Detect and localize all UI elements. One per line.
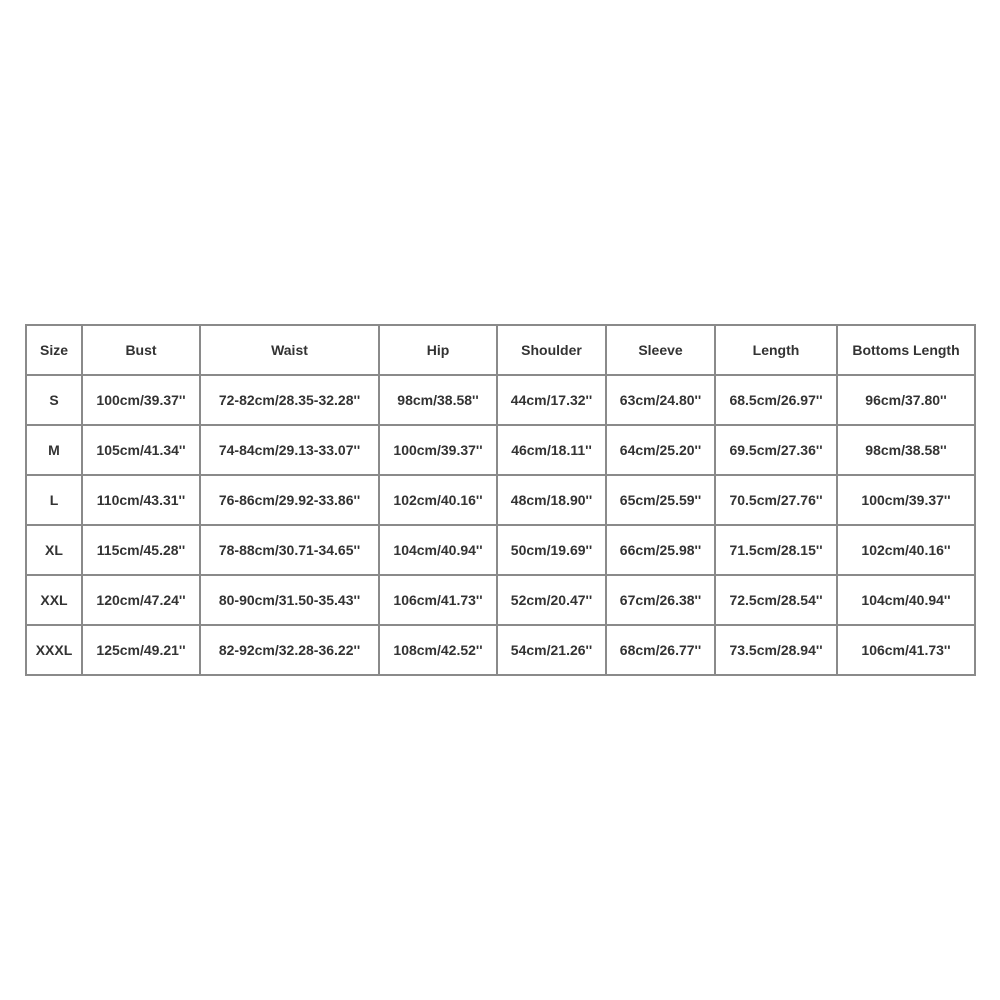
header-waist: Waist bbox=[200, 325, 379, 375]
cell-shoulder: 54cm/21.26'' bbox=[497, 625, 606, 675]
cell-bottoms-length: 104cm/40.94'' bbox=[837, 575, 975, 625]
cell-waist: 78-88cm/30.71-34.65'' bbox=[200, 525, 379, 575]
cell-hip: 98cm/38.58'' bbox=[379, 375, 497, 425]
header-size: Size bbox=[26, 325, 82, 375]
cell-size: XXL bbox=[26, 575, 82, 625]
cell-waist: 80-90cm/31.50-35.43'' bbox=[200, 575, 379, 625]
header-bust: Bust bbox=[82, 325, 200, 375]
cell-hip: 106cm/41.73'' bbox=[379, 575, 497, 625]
cell-bust: 105cm/41.34'' bbox=[82, 425, 200, 475]
cell-hip: 108cm/42.52'' bbox=[379, 625, 497, 675]
cell-length: 71.5cm/28.15'' bbox=[715, 525, 837, 575]
cell-sleeve: 63cm/24.80'' bbox=[606, 375, 715, 425]
table-row bbox=[26, 575, 975, 625]
table-row bbox=[26, 425, 975, 475]
cell-bust: 115cm/45.28'' bbox=[82, 525, 200, 575]
cell-hip: 100cm/39.37'' bbox=[379, 425, 497, 475]
table-header-row bbox=[26, 325, 975, 375]
cell-waist: 82-92cm/32.28-36.22'' bbox=[200, 625, 379, 675]
cell-waist: 72-82cm/28.35-32.28'' bbox=[200, 375, 379, 425]
cell-hip: 102cm/40.16'' bbox=[379, 475, 497, 525]
cell-bottoms-length: 106cm/41.73'' bbox=[837, 625, 975, 675]
cell-shoulder: 46cm/18.11'' bbox=[497, 425, 606, 475]
cell-bottoms-length: 98cm/38.58'' bbox=[837, 425, 975, 475]
table-row bbox=[26, 525, 975, 575]
cell-bust: 120cm/47.24'' bbox=[82, 575, 200, 625]
table-row bbox=[26, 625, 975, 675]
cell-sleeve: 64cm/25.20'' bbox=[606, 425, 715, 475]
cell-shoulder: 44cm/17.32'' bbox=[497, 375, 606, 425]
cell-hip: 104cm/40.94'' bbox=[379, 525, 497, 575]
cell-length: 69.5cm/27.36'' bbox=[715, 425, 837, 475]
header-hip: Hip bbox=[379, 325, 497, 375]
table-row bbox=[26, 475, 975, 525]
cell-waist: 74-84cm/29.13-33.07'' bbox=[200, 425, 379, 475]
cell-size: M bbox=[26, 425, 82, 475]
cell-size: L bbox=[26, 475, 82, 525]
cell-length: 70.5cm/27.76'' bbox=[715, 475, 837, 525]
cell-waist: 76-86cm/29.92-33.86'' bbox=[200, 475, 379, 525]
cell-size: XXXL bbox=[26, 625, 82, 675]
cell-shoulder: 52cm/20.47'' bbox=[497, 575, 606, 625]
cell-shoulder: 48cm/18.90'' bbox=[497, 475, 606, 525]
cell-sleeve: 68cm/26.77'' bbox=[606, 625, 715, 675]
cell-bottoms-length: 102cm/40.16'' bbox=[837, 525, 975, 575]
size-chart-table bbox=[25, 324, 976, 676]
cell-bust: 125cm/49.21'' bbox=[82, 625, 200, 675]
cell-bottoms-length: 100cm/39.37'' bbox=[837, 475, 975, 525]
header-shoulder: Shoulder bbox=[497, 325, 606, 375]
cell-length: 68.5cm/26.97'' bbox=[715, 375, 837, 425]
cell-size: S bbox=[26, 375, 82, 425]
header-bottoms-length: Bottoms Length bbox=[837, 325, 975, 375]
cell-bottoms-length: 96cm/37.80'' bbox=[837, 375, 975, 425]
cell-length: 72.5cm/28.54'' bbox=[715, 575, 837, 625]
cell-bust: 100cm/39.37'' bbox=[82, 375, 200, 425]
cell-size: XL bbox=[26, 525, 82, 575]
cell-bust: 110cm/43.31'' bbox=[82, 475, 200, 525]
cell-length: 73.5cm/28.94'' bbox=[715, 625, 837, 675]
header-length: Length bbox=[715, 325, 837, 375]
cell-sleeve: 66cm/25.98'' bbox=[606, 525, 715, 575]
cell-sleeve: 67cm/26.38'' bbox=[606, 575, 715, 625]
cell-sleeve: 65cm/25.59'' bbox=[606, 475, 715, 525]
table-row bbox=[26, 375, 975, 425]
cell-shoulder: 50cm/19.69'' bbox=[497, 525, 606, 575]
header-sleeve: Sleeve bbox=[606, 325, 715, 375]
